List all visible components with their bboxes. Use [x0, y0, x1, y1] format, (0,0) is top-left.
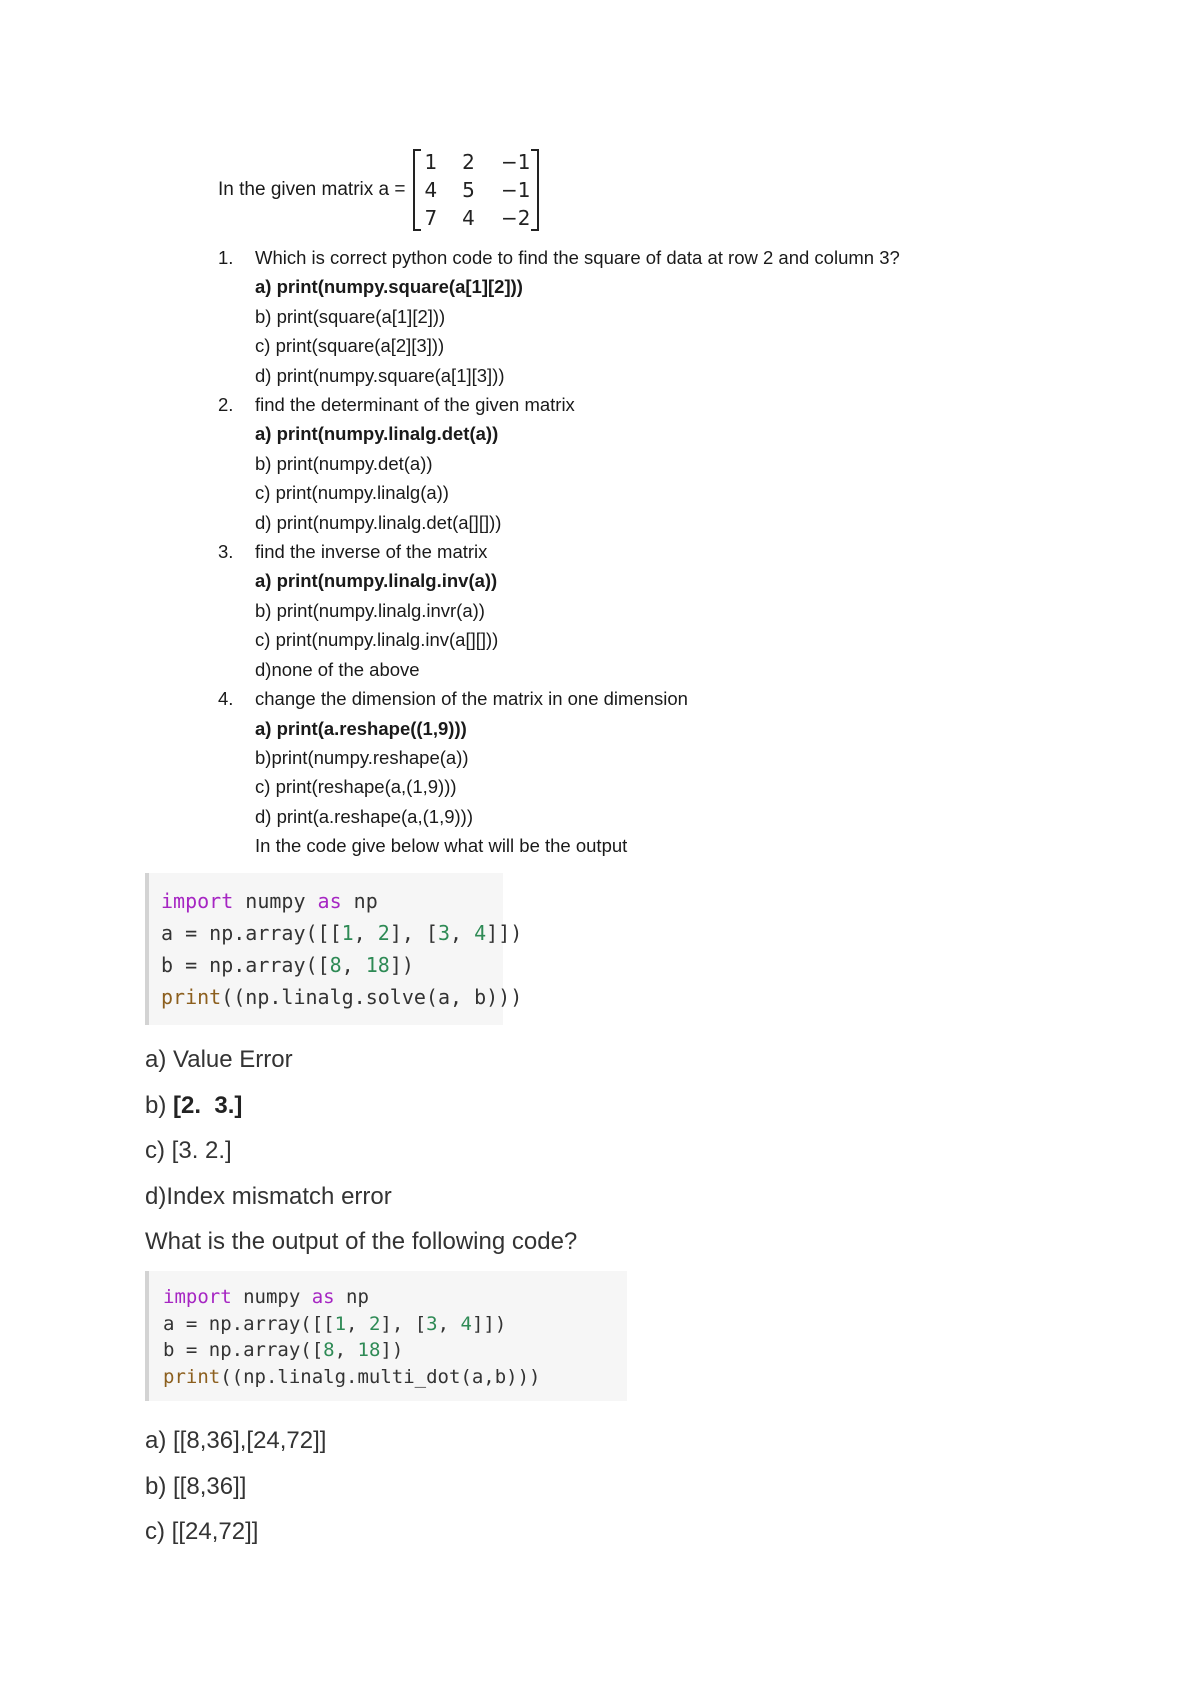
question-1	[218, 243, 900, 390]
code-text: ,	[437, 1312, 461, 1335]
matrix-cell: 7	[424, 206, 438, 230]
answer-option	[145, 1128, 577, 1174]
answer-prefix: b)	[145, 1091, 174, 1119]
code-number: 2	[377, 921, 390, 945]
answer-option	[145, 1509, 326, 1555]
code-text: ,	[450, 921, 475, 945]
question-list	[218, 243, 900, 861]
code-text: a = np.array([[	[161, 921, 342, 945]
answer-option	[145, 1464, 326, 1510]
option-prefix: a)	[255, 423, 277, 445]
question-text: find the determinant of the given matrix	[255, 394, 575, 416]
option	[255, 743, 900, 772]
matrix-cell: −2	[500, 206, 531, 230]
option-correct	[255, 272, 900, 301]
code-line	[161, 981, 523, 1013]
code-line	[163, 1284, 627, 1311]
option-text: print(numpy.square(a[1][3]))	[276, 364, 505, 386]
option-text: print(numpy.det(a))	[276, 452, 433, 474]
option-text: print(numpy.linalg.det(a))	[276, 423, 499, 445]
answer-text: [[8,36],[24,72]]	[173, 1427, 327, 1454]
question-2	[218, 390, 900, 537]
code-text: np	[341, 889, 378, 913]
answer-prefix: c)	[145, 1518, 172, 1545]
code-number: 8	[329, 953, 342, 977]
code-number: 4	[460, 1312, 472, 1335]
code-number: 8	[323, 1339, 335, 1361]
code-line	[163, 1364, 627, 1391]
option-text: print(numpy.reshape(a))	[271, 746, 469, 768]
matrix-cell: −1	[500, 150, 531, 174]
code-text: numpy	[231, 1286, 312, 1308]
question-text: Which is correct python code to find the square of data at row 2 and column 3?	[255, 247, 900, 268]
matrix-cell: 1	[424, 150, 438, 174]
code-keyword: import	[161, 889, 234, 913]
option	[255, 625, 900, 654]
matrix-intro-text: In the given matrix a =	[218, 179, 406, 200]
code-text: ])	[389, 953, 414, 977]
code-builtin: print	[161, 985, 222, 1009]
code-text: ]])	[486, 921, 523, 945]
code-text: ,	[346, 1312, 369, 1335]
answer-prefix: a)	[145, 1427, 174, 1454]
option	[255, 508, 900, 537]
option	[255, 655, 900, 684]
code-text: ], [	[389, 921, 438, 945]
answer-option-correct	[145, 1083, 577, 1129]
option-prefix: c)	[255, 776, 276, 798]
code-text: ((np.linalg.solve(a, b)))	[221, 985, 523, 1009]
answer-prefix: b)	[145, 1472, 174, 1500]
option-text: print(numpy.linalg.det(a[][]))	[276, 511, 502, 533]
code-number: 1	[334, 1312, 347, 1335]
answer-prefix: d)	[145, 1182, 167, 1210]
option-correct	[255, 566, 900, 595]
option-text: print(numpy.linalg.inv(a))	[276, 570, 498, 592]
option-prefix: d)	[255, 805, 277, 827]
code-text: ((np.linalg.multi_dot(a,b)))	[220, 1365, 541, 1388]
option	[255, 596, 900, 625]
code-text: a = np.array([[	[163, 1312, 335, 1335]
code-block-multi-dot	[145, 1271, 627, 1401]
question-number: 3.	[218, 541, 234, 563]
option-correct	[255, 419, 900, 448]
answer-text: [3. 2.]	[171, 1137, 232, 1164]
matrix-cell: 4	[424, 178, 438, 202]
code-keyword: as	[311, 1286, 335, 1308]
matrix-cell: −1	[500, 178, 531, 202]
question-4	[218, 684, 900, 860]
code-line	[163, 1311, 627, 1338]
code-line	[161, 949, 503, 981]
option-prefix: a)	[255, 570, 277, 592]
code-text: ], [	[380, 1312, 427, 1335]
question-number: 2.	[218, 394, 234, 416]
option-prefix: b)	[255, 746, 272, 768]
option-prefix: a)	[255, 717, 277, 739]
option-prefix: b)	[255, 452, 277, 474]
code-line	[161, 885, 503, 917]
code-text: ,	[353, 921, 378, 945]
option-text: print(a.reshape(a,(1,9)))	[276, 805, 473, 827]
answer-text: [[8,36]]	[173, 1472, 247, 1500]
option	[255, 331, 900, 360]
code-number: 1	[341, 921, 354, 945]
matrix-cell: 2	[462, 150, 475, 174]
option-text: none of the above	[271, 658, 420, 680]
code-keyword: import	[163, 1286, 232, 1308]
matrix-a	[413, 148, 539, 232]
option	[255, 302, 900, 331]
question-3	[218, 537, 900, 684]
code-text: np	[334, 1286, 369, 1308]
code-number: 18	[365, 953, 390, 977]
option-prefix: d)	[255, 364, 277, 386]
code-text: ])	[380, 1339, 404, 1361]
code-number: 3	[426, 1312, 438, 1335]
code-text: ]])	[471, 1312, 507, 1335]
answer-list-multi-dot	[145, 1418, 326, 1555]
answer-text: Index mismatch error	[166, 1182, 392, 1210]
code-keyword: as	[317, 889, 342, 913]
answer-text: Value Error	[173, 1046, 293, 1073]
option-text: print(numpy.linalg.invr(a))	[276, 599, 485, 621]
code-block-solve	[145, 873, 523, 1025]
question-number: 4.	[218, 688, 234, 710]
answer-option	[145, 1174, 577, 1220]
code-intro-text: In the code give below what will be the output	[255, 835, 628, 857]
question-text: change the dimension of the matrix in one dimension	[255, 688, 688, 710]
option-prefix: c)	[255, 482, 276, 504]
code-text: ,	[341, 953, 366, 977]
matrix-cell: 5	[462, 178, 475, 202]
answer-option	[145, 1037, 577, 1083]
matrix-cell: 4	[462, 206, 475, 230]
code-number: 2	[368, 1312, 381, 1335]
question-number: 1.	[218, 247, 234, 268]
option	[255, 802, 900, 831]
option-text: print(square(a[2][3]))	[275, 335, 445, 357]
answer-text: [2. 3.]	[173, 1091, 243, 1119]
option-prefix: d)	[255, 658, 272, 680]
code-line	[161, 917, 523, 949]
matrix-definition	[218, 142, 539, 238]
option	[255, 772, 900, 801]
code-number: 18	[357, 1339, 381, 1361]
option-prefix: c)	[255, 629, 276, 651]
option-correct	[255, 714, 900, 743]
code-text: b = np.array([	[163, 1339, 324, 1361]
answer-text: [[24,72]]	[171, 1518, 259, 1545]
option-text: print(numpy.square(a[1][2]))	[276, 276, 523, 298]
answer-option	[145, 1418, 326, 1464]
code-text: ,	[334, 1339, 358, 1361]
option-text: print(numpy.linalg.inv(a[][]))	[275, 629, 499, 651]
option-prefix: b)	[255, 305, 277, 327]
option-text: print(square(a[1][2]))	[276, 305, 446, 327]
option-prefix: d)	[255, 511, 277, 533]
option-text: print(reshape(a,(1,9)))	[275, 776, 457, 798]
code-text: b = np.array([	[161, 953, 330, 977]
option	[255, 449, 900, 478]
code-line	[163, 1337, 627, 1364]
code-number: 3	[437, 921, 451, 945]
option-prefix: c)	[255, 335, 276, 357]
option	[255, 361, 900, 390]
answer-list-solve	[145, 1037, 577, 1265]
option-text: print(numpy.linalg(a))	[275, 482, 449, 504]
code-builtin: print	[163, 1365, 221, 1388]
code-number: 4	[474, 921, 487, 945]
question-text: find the inverse of the matrix	[255, 541, 488, 563]
option-text: print(a.reshape((1,9)))	[276, 717, 467, 739]
option-prefix: b)	[255, 599, 277, 621]
question-5-text: What is the output of the following code?	[145, 1228, 578, 1255]
answer-prefix: c)	[145, 1137, 172, 1164]
option	[255, 478, 900, 507]
code-text: numpy	[233, 889, 318, 913]
answer-prefix: a)	[145, 1046, 174, 1073]
option-prefix: a)	[255, 276, 277, 298]
